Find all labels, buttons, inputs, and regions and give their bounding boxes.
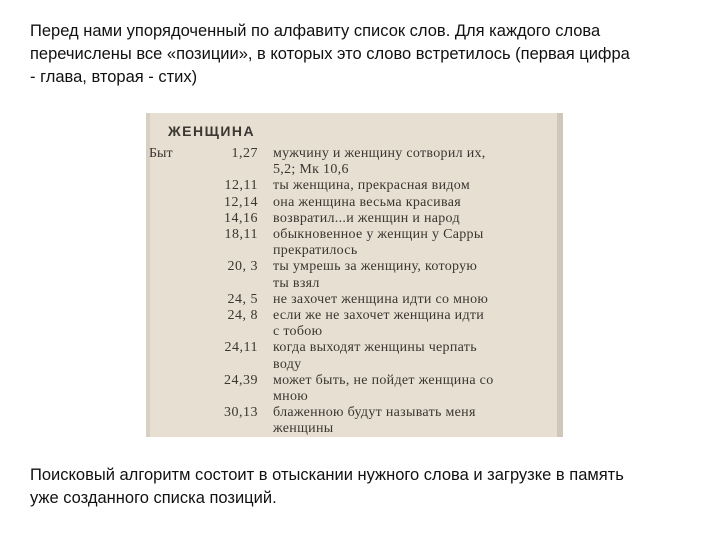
book-name: Быт (149, 146, 173, 161)
concordance-row (146, 405, 563, 421)
verse-reference: 12,14 (224, 194, 258, 210)
concordance-row (146, 324, 563, 340)
concordance-row (146, 227, 563, 243)
concordance-row (146, 308, 563, 324)
context-text: мужчину и женщину сотворил их, (273, 146, 486, 161)
context-text: может быть, не пойдет женщина со (273, 372, 494, 388)
intro-paragraph (30, 20, 700, 89)
context-text: когда выходят женщины черпать (273, 340, 477, 356)
outro-paragraph (30, 464, 700, 510)
context-text: ты женщина, прекрасная видом (273, 178, 470, 194)
verse-reference: 12,11 (224, 178, 258, 194)
context-text: 5,2; Мк 10,6 (273, 162, 349, 178)
concordance-row (146, 292, 563, 308)
concordance-scan-image (146, 113, 563, 437)
verse-reference: 1,27 (231, 146, 258, 161)
context-text: она женщина весьма красивая (273, 194, 461, 210)
context-text: воду (273, 356, 302, 372)
outro-line: Поисковый алгоритм состоит в отыскании нужного слова и загрузке в память (30, 466, 624, 484)
concordance-row (146, 146, 563, 162)
concordance-row (146, 389, 563, 405)
verse-reference: 20, 3 (227, 259, 258, 275)
context-text: женщины (273, 421, 334, 437)
concordance-row (146, 259, 563, 275)
concordance-row (146, 243, 563, 259)
concordance-row (146, 276, 563, 292)
concordance-row (146, 178, 563, 194)
concordance-row (146, 162, 563, 178)
context-text: ты взял (273, 275, 320, 291)
intro-line: Перед нами упорядоченный по алфавиту список слов. Для каждого слова (30, 22, 601, 40)
concordance-row (146, 340, 563, 356)
context-text: мною (273, 389, 309, 404)
intro-line: - глава, вторая - стих) (30, 68, 198, 86)
concordance-row (146, 357, 563, 373)
verse-reference: 30,13 (224, 405, 258, 421)
concordance-row (146, 421, 563, 437)
verse-reference: 24,39 (224, 372, 258, 388)
context-text: с тобою (273, 324, 323, 340)
concordance-row (146, 373, 563, 389)
verse-reference: 24,11 (224, 340, 258, 356)
verse-reference: 24, 5 (227, 291, 258, 307)
concordance-row (146, 195, 563, 211)
context-text: возвратил...и женщин и народ (273, 210, 460, 226)
intro-line: перечислены все «позиции», в которых это слово встретилось (первая цифра (30, 45, 630, 63)
verse-reference: 18,11 (224, 227, 258, 242)
context-text: обыкновенное у женщин у Сарры (273, 227, 484, 242)
context-text: блаженною будут называть меня (273, 405, 476, 421)
context-text: прекратилось (273, 243, 358, 259)
verse-reference: 24, 8 (227, 308, 258, 323)
outro-line: уже созданного списка позиций. (30, 489, 277, 507)
context-text: не захочет женщина идти со мною (273, 291, 489, 307)
concordance-row (146, 211, 563, 227)
context-text: если же не захочет женщина идти (273, 308, 485, 323)
verse-reference: 14,16 (224, 210, 258, 226)
concordance-heading: ЖЕНЩИНА (168, 123, 256, 139)
context-text: ты умрешь за женщину, которую (273, 259, 478, 275)
